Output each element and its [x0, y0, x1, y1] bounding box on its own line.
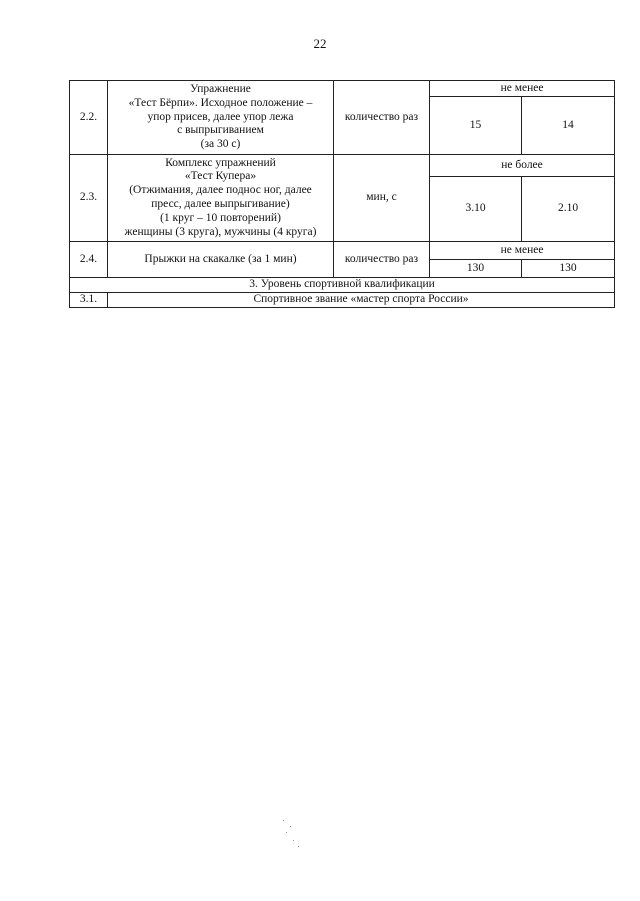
- table-row: [70, 155, 615, 177]
- value-women: 3.10: [430, 177, 522, 242]
- exercise-line: Комплекс упражнений: [165, 156, 276, 169]
- table-row: [70, 242, 615, 260]
- exercise-line: «Тест Бёрпи». Исходное положение –: [128, 96, 313, 109]
- row-number: 3.1.: [70, 292, 108, 307]
- unit-cell: мин, с: [334, 155, 430, 242]
- scan-speck: [298, 846, 299, 847]
- qualification-cell: Спортивное звание «мастер спорта России»: [108, 292, 615, 307]
- exercise-line: упор присев, далее упор лежа: [147, 110, 294, 123]
- unit-cell: количество раз: [334, 81, 430, 155]
- value-women: 130: [430, 260, 522, 278]
- table-row: [70, 292, 615, 307]
- condition-cell: не менее: [430, 81, 615, 97]
- condition-cell: не менее: [430, 242, 615, 260]
- value-women: 15: [430, 97, 522, 155]
- exercise-cell: [108, 155, 334, 242]
- exercise-cell: [108, 81, 334, 155]
- table-row: [70, 278, 615, 293]
- value-men: 14: [522, 97, 615, 155]
- value-men: 130: [522, 260, 615, 278]
- exercise-cell: [108, 242, 334, 278]
- scan-speck: [283, 820, 284, 821]
- exercise-line: женщины (3 круга), мужчины (4 круга): [124, 225, 317, 238]
- exercise-line: пресс, далее выпрыгивание): [151, 198, 290, 210]
- exercise-line: (1 круг – 10 повторений): [160, 211, 281, 224]
- exercise-line: Упражнение: [190, 83, 251, 95]
- exercise-line: (Отжимания, далее поднос ног, далее: [129, 184, 312, 197]
- value-men: 2.10: [522, 177, 615, 242]
- page-number: 22: [313, 36, 327, 51]
- exercise-line: (за 30 с): [200, 138, 241, 151]
- row-number: 2.3.: [70, 155, 108, 242]
- unit-cell: количество раз: [334, 242, 430, 278]
- exercise-line: с выпрыгиванием: [177, 124, 264, 137]
- exercise-line: «Тест Купера»: [184, 170, 257, 183]
- condition-cell: не более: [430, 155, 615, 177]
- section-title: 3. Уровень спортивной квалификации: [70, 278, 615, 293]
- scan-speck: [293, 840, 294, 841]
- norms-table: [69, 80, 615, 308]
- scan-speck: [286, 832, 287, 833]
- exercise-line: Прыжки на скакалке (за 1 мин): [144, 252, 297, 265]
- table-row: [70, 81, 615, 97]
- row-number: 2.2.: [70, 81, 108, 155]
- scan-speck: [290, 826, 291, 827]
- row-number: 2.4.: [70, 242, 108, 278]
